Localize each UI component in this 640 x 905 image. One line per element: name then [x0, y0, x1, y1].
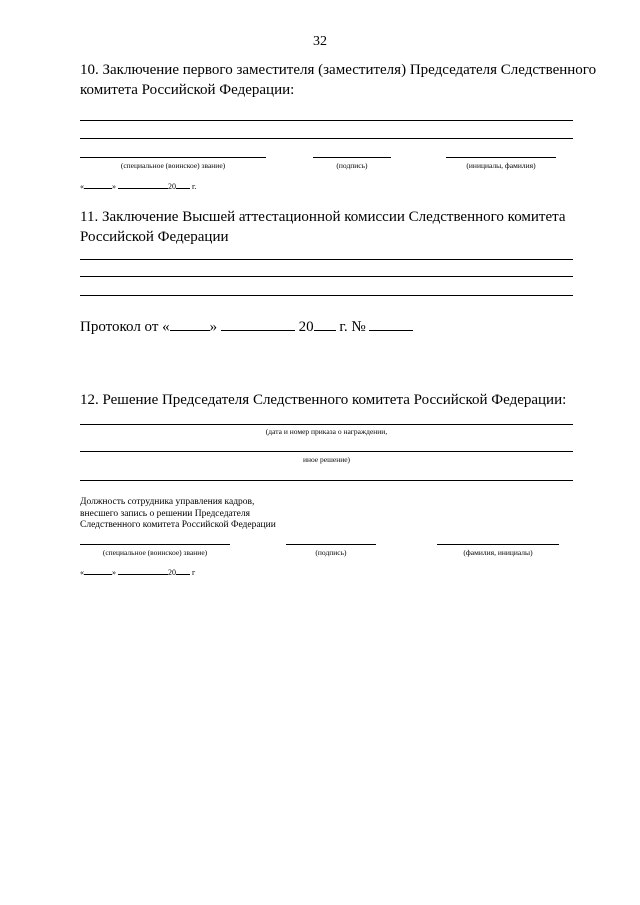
- section-10-caption-rank: (специальное (воинское) звание): [120, 161, 226, 170]
- hr-signature-field[interactable]: [286, 544, 376, 545]
- section-10-date-open-quote: «: [80, 182, 84, 191]
- section-10-caption-signature: (подпись): [336, 161, 368, 170]
- section-10-date-month-field[interactable]: [118, 180, 168, 189]
- hr-date-line: [80, 566, 195, 577]
- section-11-heading-line2: Российской Федерации: [80, 229, 229, 245]
- section-10-heading-line1: 10. Заключение первого заместителя (заместителя) Председателя Следственного: [80, 62, 597, 78]
- hr-date-suffix: г: [192, 568, 196, 577]
- hr-date-close-quote: »: [112, 568, 116, 577]
- hr-note-line3: Следственного комитета Российской Федерации: [80, 520, 276, 530]
- section-10-heading-line2: комитета Российской Федерации:: [80, 82, 295, 98]
- section-10-signature-field[interactable]: [313, 157, 391, 158]
- hr-date-month-field[interactable]: [118, 566, 168, 575]
- section-11-conclusion-line-3[interactable]: [80, 295, 573, 296]
- section-11-conclusion-line-1[interactable]: [80, 259, 573, 260]
- hr-date-day-field[interactable]: [84, 566, 112, 575]
- section-10-heading: [80, 60, 625, 100]
- protocol-year-field[interactable]: [314, 316, 336, 331]
- section-10-name-field[interactable]: [446, 157, 556, 158]
- section-11-heading-line1: 11. Заключение Высшей аттестационной комиссии Следственного комитета: [80, 209, 566, 225]
- section-12-extra-field[interactable]: [80, 480, 573, 481]
- section-10-conclusion-line-2[interactable]: [80, 138, 573, 139]
- section-10-date-year-field[interactable]: [176, 180, 190, 189]
- protocol-suffix: г. №: [339, 319, 366, 335]
- section-12-decision-field[interactable]: [80, 451, 573, 452]
- page-number: 32: [313, 34, 327, 49]
- hr-name-field[interactable]: [437, 544, 559, 545]
- protocol-close-quote: »: [209, 319, 218, 335]
- hr-rank-field[interactable]: [80, 544, 230, 545]
- section-11-conclusion-line-2[interactable]: [80, 276, 573, 277]
- hr-caption-rank: (специальное (воинское) звание): [102, 548, 208, 557]
- hr-date-year-field[interactable]: [176, 566, 190, 575]
- section-10-rank-field[interactable]: [80, 157, 266, 158]
- section-10-date-day-field[interactable]: [84, 180, 112, 189]
- hr-date-year: 20: [168, 568, 176, 577]
- hr-caption-signature: (подпись): [315, 548, 347, 557]
- hr-date-open-quote: «: [80, 568, 84, 577]
- protocol-prefix: Протокол от «: [80, 319, 170, 335]
- section-12-caption-other: иное решение): [302, 455, 351, 464]
- section-11-heading: [80, 207, 625, 247]
- protocol-month-field[interactable]: [221, 316, 295, 331]
- hr-caption-name: (фамилия, инициалы): [463, 548, 533, 557]
- protocol-day-field[interactable]: [170, 316, 210, 331]
- section-10-date-year: 20: [168, 182, 176, 191]
- section-10-date-suffix: г.: [192, 182, 197, 191]
- section-10-date-close-quote: »: [112, 182, 116, 191]
- section-10-conclusion-line-1[interactable]: [80, 120, 573, 121]
- protocol-number-field[interactable]: [369, 316, 413, 331]
- hr-note-line1: Должность сотрудника управления кадров,: [80, 497, 255, 507]
- protocol-line: [80, 316, 413, 336]
- protocol-year: 20: [298, 319, 314, 335]
- section-10-date-line: [80, 180, 196, 191]
- hr-note: [80, 497, 400, 532]
- section-12-award-field[interactable]: [80, 424, 573, 425]
- section-12-heading: 12. Решение Председателя Следственного комитета Российской Федерации:: [80, 392, 567, 408]
- section-10-caption-name: (инициалы, фамилия): [466, 161, 536, 170]
- section-12-caption-award: (дата и номер приказа о награждении,: [265, 427, 388, 436]
- hr-note-line2: внесшего запись о решении Председателя: [80, 508, 250, 519]
